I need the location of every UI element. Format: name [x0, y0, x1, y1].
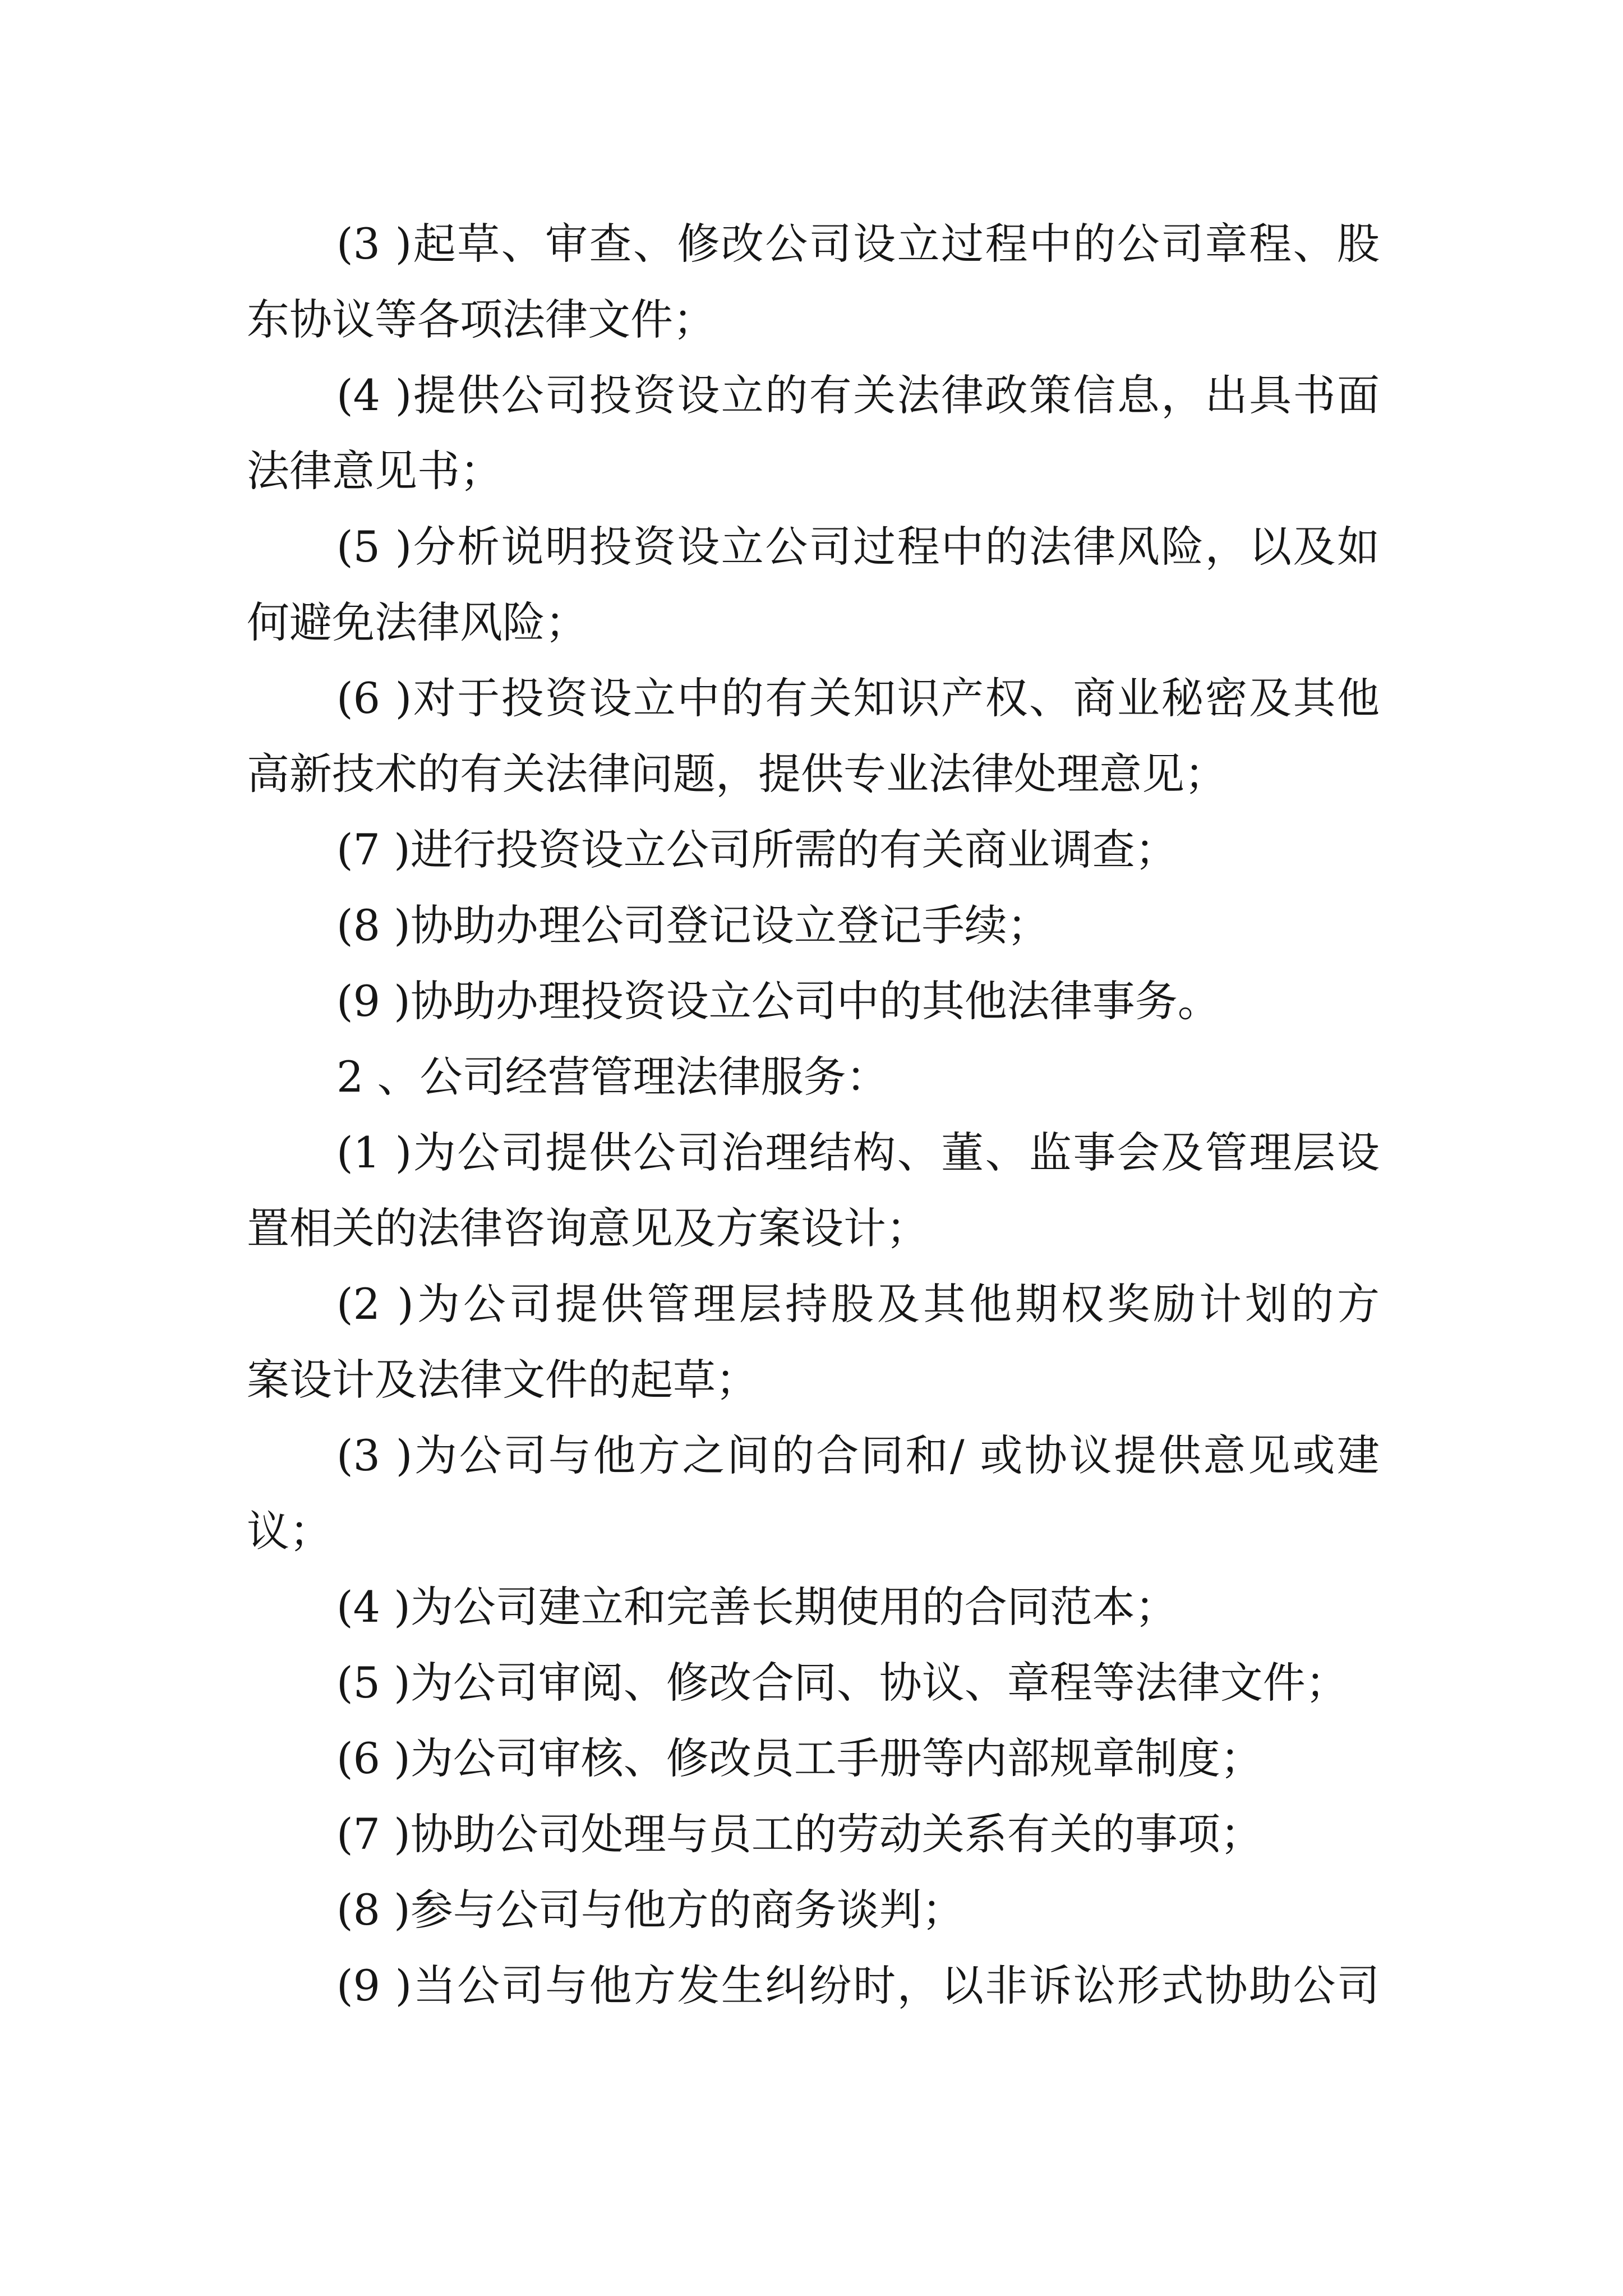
- text-line: (8 )参与公司与他方的商务谈判；: [336, 1885, 965, 1935]
- text-line: 东协议等各项法律文件；: [247, 295, 716, 344]
- text-line: (5 )分析说明投资设立公司过程中的法律风险，以及如: [336, 522, 1380, 572]
- text-line: (3 )为公司与他方之间的合同和/ 或协议提供意见或建: [336, 1430, 1380, 1480]
- text-line: (4 )为公司建立和完善长期使用的合同范本；: [336, 1582, 1178, 1632]
- text-line: (9 )协助办理投资设立公司中的其他法律事务。: [336, 976, 1220, 1026]
- text-line: (6 )对于投资设立中的有关知识产权、商业秘密及其他: [336, 673, 1380, 723]
- section-heading: 2 、公司经营管理法律服务：: [336, 1052, 889, 1102]
- text-line: (6 )为公司审核、修改员工手册等内部规章制度；: [336, 1733, 1263, 1783]
- text-line: (9 )当公司与他方发生纠纷时，以非诉讼形式协助公司: [336, 1961, 1380, 2010]
- text-line: 高新技术的有关法律问题，提供专业法律处理意见；: [247, 749, 1227, 799]
- text-line: (3 )起草、审查、修改公司设立过程中的公司章程、股: [336, 219, 1380, 269]
- text-line: 置相关的法律咨询意见及方案设计；: [247, 1203, 929, 1253]
- text-line: (1 )为公司提供公司治理结构、董、监事会及管理层设: [336, 1128, 1380, 1177]
- text-line: (2 )为公司提供管理层持股及其他期权奖励计划的方: [336, 1279, 1380, 1329]
- text-line: (5 )为公司审阅、修改合同、协议、章程等法律文件；: [336, 1658, 1348, 1708]
- text-line: (7 )进行投资设立公司所需的有关商业调查；: [336, 825, 1178, 875]
- text-line: 法律意见书；: [247, 446, 502, 496]
- text-line: 案设计及法律文件的起草；: [247, 1355, 758, 1405]
- text-line: (4 )提供公司投资设立的有关法律政策信息，出具书面: [336, 370, 1380, 420]
- text-line: (8 )协助办理公司登记设立登记手续；: [336, 900, 1050, 950]
- text-line: (7 )协助公司处理与员工的劳动关系有关的事项；: [336, 1809, 1263, 1859]
- text-line: 何避免法律风险；: [247, 597, 588, 647]
- text-line: 议；: [247, 1506, 332, 1556]
